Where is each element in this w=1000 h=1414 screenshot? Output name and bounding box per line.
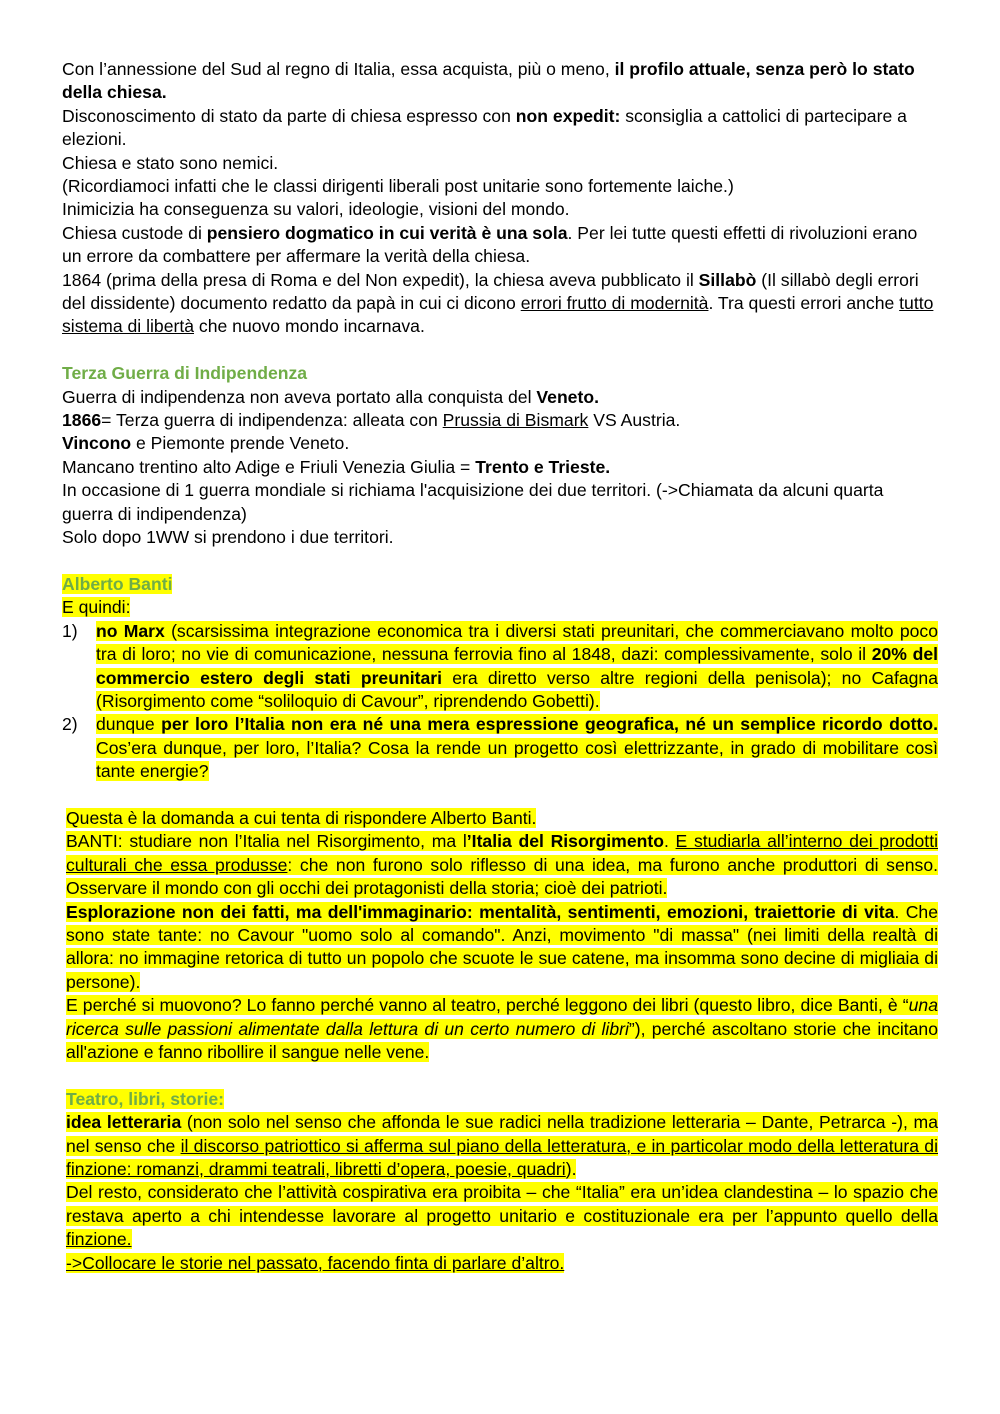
paragraph: Solo dopo 1WW si prendono i due territori. bbox=[62, 527, 394, 548]
paragraph: 1864 (prima della presa di Roma e del Non expedit), la chiesa aveva pubblicato il Sillabò (Il sillabò degli errori del dissidente) documento redatto da papà in cui ci dicono errori frutto di modernità. Tra questi errori anche tutto sistema di libertà che nuovo mondo incarnava. bbox=[62, 269, 934, 337]
section-alberto-banti bbox=[62, 573, 938, 1065]
paragraph: Vincono e Piemonte prende Veneto. bbox=[62, 433, 350, 454]
numbered-list bbox=[62, 620, 938, 784]
section-heading: Terza Guerra di Indipendenza bbox=[62, 363, 308, 384]
paragraph: Questa è la domanda a cui tenta di rispondere Alberto Banti. bbox=[66, 807, 537, 828]
document-page bbox=[62, 58, 938, 1275]
paragraph: Con l’annessione del Sud al regno di Italia, essa acquista, più o meno, il profilo attuale, senza però lo stato della chiesa. bbox=[62, 59, 915, 103]
paragraph: Chiesa custode di pensiero dogmatico in cui verità è una sola. Per lei tutte questi effetti di rivoluzioni erano un errore da combattere per affermare la verità della chiesa. bbox=[62, 222, 918, 267]
list-number: 1) bbox=[62, 620, 78, 641]
section-heading: Teatro, libri, storie: bbox=[66, 1088, 225, 1109]
list-number: 2) bbox=[62, 714, 78, 735]
paragraph: idea letteraria (non solo nel senso che affonda le sue radici nella tradizione letteraria – Dante, Petrarca -), ma nel senso che il discorso patriottico si afferma sul piano della letteratura, e in particolar modo della letteratura di finzione: romanzi, drammi teatrali, libretti d’opera, poesie, quadri). bbox=[66, 1112, 938, 1180]
paragraph: Esplorazione non dei fatti, ma dell'immaginario: mentalità, sentimenti, emozioni, traiettorie di vita. Che sono state tante: no Cavour "uomo solo al comando". Anzi, movimento "di massa" (nei limiti della realtà di allora: no immagine retorica di tutto un popolo che scuote le sue catene, ma insomma sono decine di migliaia di persone). bbox=[66, 901, 938, 992]
paragraph: Disconoscimento di stato da parte di chiesa espresso con non expedit: sconsiglia a cattolici di partecipare a elezioni. bbox=[62, 105, 907, 150]
paragraph: E perché si muovono? Lo fanno perché vanno al teatro, perché leggono dei libri (questo libro, dice Banti, è “una ricerca sulle passioni alimentate dalla lettura di un certo numero di libri”), perché ascoltano storie che incitano all'azione e fanno ribollire il sangue nelle vene. bbox=[66, 995, 938, 1063]
section-heading: Alberto Banti bbox=[62, 573, 173, 594]
paragraph: Mancano trentino alto Adige e Friuli Venezia Giulia = Trento e Trieste. bbox=[62, 456, 611, 477]
paragraph: ->Collocare le storie nel passato, facendo finta di parlare d’altro. bbox=[66, 1252, 565, 1273]
paragraph: (Ricordiamoci infatti che le classi dirigenti liberali post unitarie sono fortemente laiche.) bbox=[62, 176, 734, 197]
list-item: 1) no Marx (scarsissima integrazione economica tra i diversi stati preunitari, che commerciavano molto poco tra di loro; no vie di comunicazione, nessuna ferrovia fino al 1848, dazi: complessivamente, solo il 20% del commercio estero degli stati preunitari era diretto verso altre regioni della penisola); no Cafagna (Risorgimento come “soliloquio di Cavour”, riprendendo Gobetti). bbox=[62, 620, 938, 711]
paragraph: Del resto, considerato che l’attività cospirativa era proibita – che “Italia” era un’idea clandestina – lo spazio che restava aperto a chi intendesse lavorare al progetto unitario e costituzionale era per l’appunto quello della finzione. bbox=[66, 1182, 938, 1250]
list-item: 2) dunque per loro l’Italia non era né una mera espressione geografica, né un semplice ricordo dotto. Cos’era dunque, per loro, l’Italia? Cosa la rende un progetto così elettrizzante, in grado di mobilitare così tante energie? bbox=[62, 714, 938, 782]
paragraph: E quindi: bbox=[62, 597, 131, 618]
paragraph: Guerra di indipendenza non aveva portato alla conquista del Veneto. bbox=[62, 386, 599, 407]
section-chiesa-stato bbox=[62, 58, 938, 339]
paragraph: Inimicizia ha conseguenza su valori, ideologie, visioni del mondo. bbox=[62, 199, 570, 220]
section-terza-guerra bbox=[62, 362, 938, 549]
paragraph: BANTI: studiare non l’Italia nel Risorgimento, ma l’Italia del Risorgimento. E studiarla all’interno dei prodotti culturali che essa produsse: che non furono solo riflesso di una idea, ma furono anche produttori di senso. Osservare il mondo con gli occhi dei protagonisti della storia; cioè dei patrioti. bbox=[66, 831, 938, 899]
section-teatro-libri-storie bbox=[66, 1088, 938, 1275]
paragraph: In occasione di 1 guerra mondiale si richiama l'acquisizione dei due territori. (->Chiamata da alcuni quarta guerra di indipendenza) bbox=[62, 480, 884, 524]
paragraph: 1866= Terza guerra di indipendenza: alleata con Prussia di Bismark VS Austria. bbox=[62, 410, 681, 431]
paragraph: Chiesa e stato sono nemici. bbox=[62, 152, 279, 173]
